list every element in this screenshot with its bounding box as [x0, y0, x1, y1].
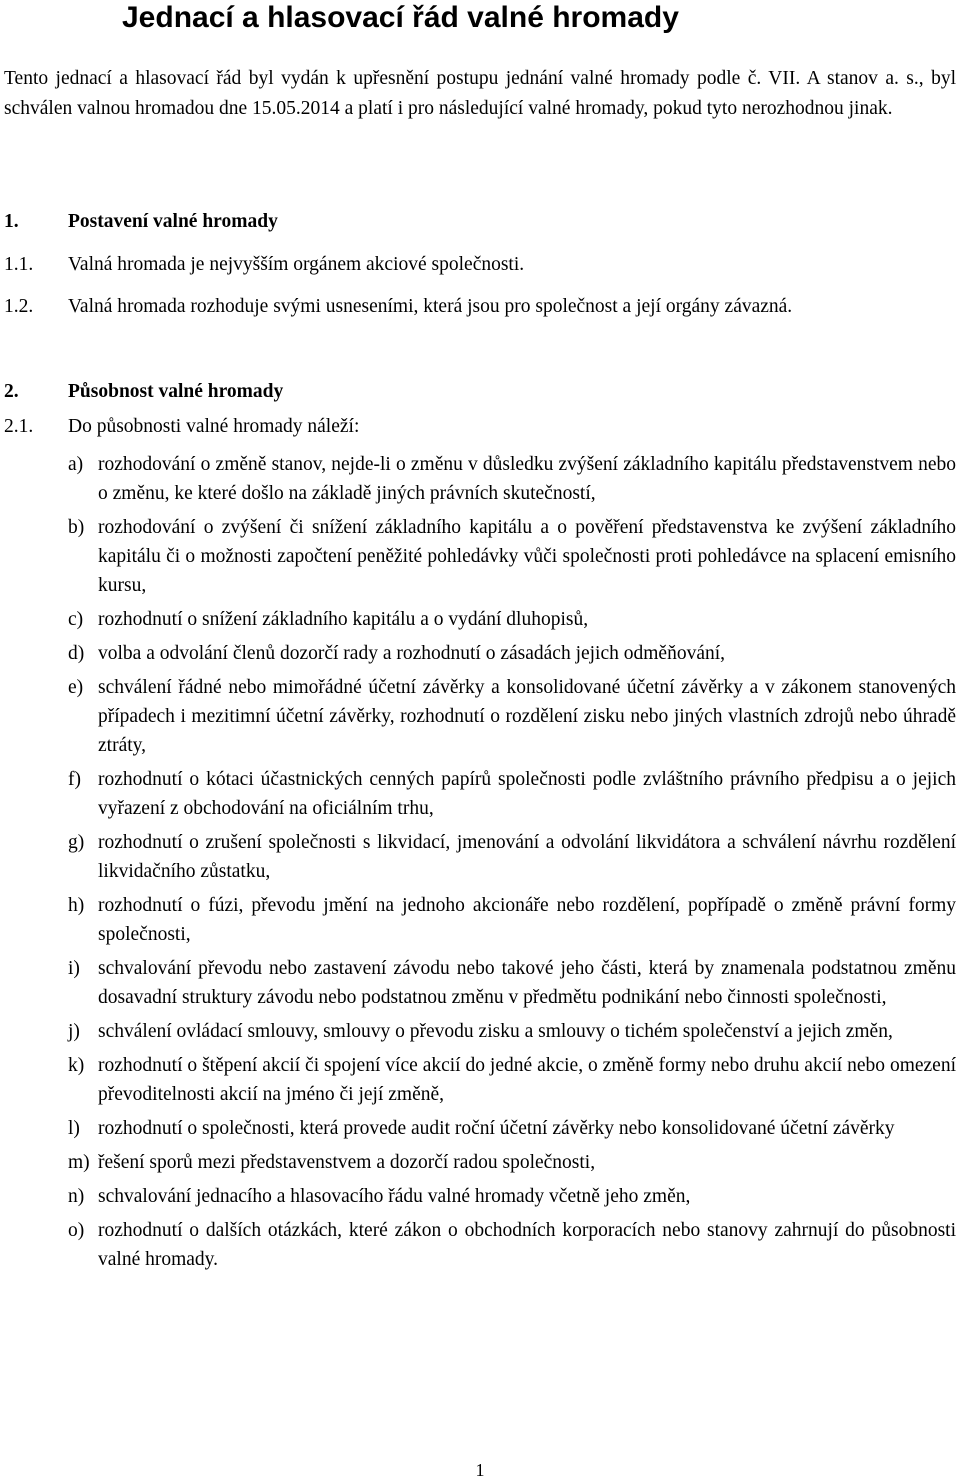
list-item-letter: c) — [68, 609, 84, 630]
list-item-letter: h) — [68, 895, 85, 916]
list-item-letter: o) — [68, 1220, 85, 1241]
list-item-text: schválení řádné nebo mimořádné účetní závěrky a konsolidované účetní závěrky a v zákonem stanovených případech i mezitimní účetní závěrky, rozhodnutí o rozdělení zisku nebo jiných vlastních zdrojů nebo úhradě ztráty, — [98, 677, 956, 756]
list-item-g — [68, 828, 956, 886]
list-item-d — [68, 639, 956, 668]
list-item-a — [68, 450, 956, 508]
section-2-number: 2. — [4, 381, 19, 402]
paragraph-1-2-number: 1.2. — [4, 296, 34, 317]
section-1-title: Postavení valné hromady — [68, 211, 278, 232]
list-item-f — [68, 765, 956, 823]
list-item-text: rozhodnutí o fúzi, převodu jmění na jednoho akcionáře nebo rozdělení, popřípadě o změně právní formy společnosti, — [98, 895, 956, 945]
list-item-i — [68, 954, 956, 1012]
list-item-e — [68, 673, 956, 760]
list-item-l — [68, 1114, 956, 1143]
list-item-text: rozhodnutí o dalších otázkách, které zákon o obchodních korporacích nebo stanovy zahrnují do působnosti valné hromady. — [98, 1220, 956, 1270]
list-item-letter: a) — [68, 454, 84, 475]
section-1-number: 1. — [4, 211, 19, 232]
list-item-text: rozhodování o zvýšení či snížení základního kapitálu a o pověření představenstva ke zvýšení základního kapitálu či o možnosti započtení peněžité pohledávky vůči společnosti proti pohledávce na splacení emisního kursu, — [98, 517, 956, 596]
list-item-letter: m) — [68, 1152, 90, 1173]
list-item-m — [68, 1148, 956, 1177]
paragraph-1-2-text: Valná hromada rozhoduje svými usneseními, která jsou pro společnost a její orgány závazná. — [68, 296, 793, 317]
list-item-o — [68, 1216, 956, 1274]
section-2-title: Působnost valné hromady — [68, 381, 284, 402]
list-item-text: rozhodnutí o zrušení společnosti s likvidací, jmenování a odvolání likvidátora a schválení návrhu rozdělení likvidačního zůstatku, — [98, 832, 956, 882]
list-item-text: schválení ovládací smlouvy, smlouvy o převodu zisku a smlouvy o tichém společenství a jejich změn, — [98, 1021, 893, 1042]
paragraph-1-1-text: Valná hromada je nejvyšším orgánem akciové společnosti. — [68, 254, 525, 275]
section-2-heading — [4, 377, 283, 407]
list-item-letter: j) — [68, 1021, 80, 1042]
list-item-k — [68, 1051, 956, 1109]
list-item-letter: d) — [68, 643, 85, 664]
section-1-heading — [4, 207, 278, 237]
list-item-text: rozhodnutí o snížení základního kapitálu a o vydání dluhopisů, — [98, 609, 589, 630]
list-item-text: rozhodnutí o štěpení akcií či spojení více akcií do jedné akcie, o změně formy nebo druhu akcií nebo omezení převoditelnosti akcií na jméno či její změně, — [98, 1055, 956, 1105]
list-item-letter: e) — [68, 677, 84, 698]
intro-paragraph: Tento jednací a hlasovací řád byl vydán k upřesnění postupu jednání valné hromady podle č. VII. A stanov a. s., byl schválen valnou hromadou dne 15.05.2014 a platí i pro následující valné hromady, pokud tyto nerozhodnou jinak. — [4, 68, 956, 119]
list-item-text: řešení sporů mezi představenstvem a dozorčí radou společnosti, — [98, 1152, 596, 1173]
list-item-letter: i) — [68, 958, 80, 979]
list-item-letter: n) — [68, 1186, 85, 1207]
competence-list — [68, 450, 956, 1279]
list-item-n — [68, 1182, 956, 1211]
page-number: 1 — [475, 1460, 485, 1480]
list-item-letter: g) — [68, 832, 85, 853]
list-item-text: schvalování převodu nebo zastavení závodu nebo takové jeho části, která by znamenala podstatnou změnu dosavadní struktury závodu nebo podstatnou změnu v předmětu podnikání nebo činnosti společnosti, — [98, 958, 956, 1008]
list-item-text: rozhodování o změně stanov, nejde-li o změnu v důsledku zvýšení základního kapitálu představenstvem nebo o změnu, ke které došlo na základě jiných právních skutečností, — [98, 454, 956, 504]
list-item-b — [68, 513, 956, 600]
list-item-text: rozhodnutí o kótaci účastnických cenných papírů společnosti podle zvláštního právního předpisu a o jejich vyřazení z obchodování na oficiálním trhu, — [98, 769, 956, 819]
list-item-c — [68, 605, 956, 634]
list-item-text: schvalování jednacího a hlasovacího řádu valné hromady včetně jeho změn, — [98, 1186, 691, 1207]
list-item-letter: b) — [68, 517, 85, 538]
paragraph-2-1-text: Do působnosti valné hromady náleží: — [68, 416, 360, 437]
list-item-text: volba a odvolání členů dozorčí rady a rozhodnutí o zásadách jejich odměňování, — [98, 643, 726, 664]
paragraph-1-1-number: 1.1. — [4, 254, 34, 275]
list-item-letter: f) — [68, 769, 81, 790]
paragraph-2-1-number: 2.1. — [4, 416, 34, 437]
list-item-letter: l) — [68, 1118, 80, 1139]
list-item-j — [68, 1017, 956, 1046]
list-item-h — [68, 891, 956, 949]
list-item-text: rozhodnutí o společnosti, která provede audit roční účetní závěrky nebo konsolidované účetní závěrky — [98, 1118, 895, 1139]
page-title: Jednací a hlasovací řád valné hromady — [122, 1, 679, 34]
list-item-letter: k) — [68, 1055, 85, 1076]
